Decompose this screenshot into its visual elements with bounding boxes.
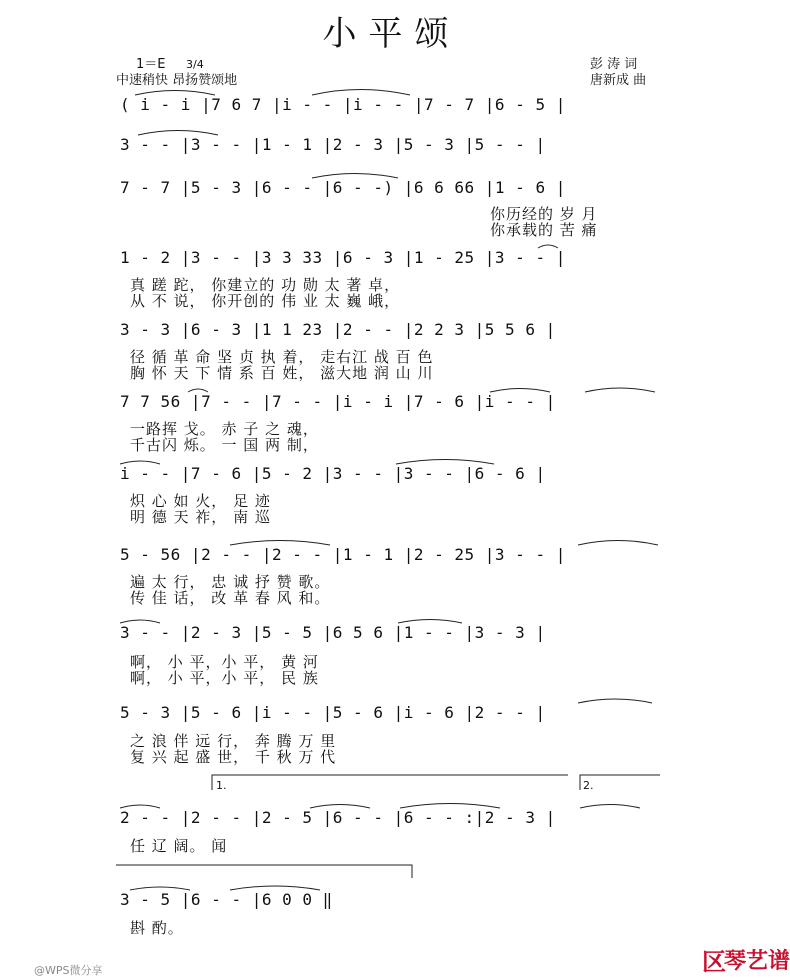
slur-row1-b [312, 90, 410, 96]
notation-row-5: 3 - 3 |6 - 3 |1 1 23 |2 - - |2 2 3 |5 5 6 | [120, 320, 556, 339]
notation-row-7: i - - |7 - 6 |5 - 2 |3 - - |3 - - |6 - 6 | [120, 464, 546, 483]
notation-row-12: 3 - 5 |6 - - |6 0 0 ‖ [120, 890, 333, 909]
lyric-line-3b: 你承载的 苦 痛 [490, 221, 598, 239]
first-ending-label: 1. [216, 779, 227, 792]
lyric-line-12a: 斟 酌。 [130, 919, 184, 937]
slur-row2-a [138, 131, 218, 136]
page-title: 小平颂 [322, 14, 461, 54]
coda-bracket [116, 865, 412, 878]
slur-row7-b [396, 460, 494, 465]
logo-icon: 区 [702, 948, 726, 976]
lyric-line-5a: 径 循 革 命 坚 贞 执 着， 走右江 战 百 色 [130, 348, 434, 366]
notation-row-10: 5 - 3 |5 - 6 |i - - |5 - 6 |i - 6 |2 - - | [120, 703, 546, 722]
lyric-line-3a: 你历经的 岁 月 [490, 205, 598, 223]
lyric-line-9b: 啊， 小 平，小 平， 民 族 [130, 669, 319, 687]
lyric-line-9a: 啊， 小 平，小 平， 黄 河 [130, 653, 319, 671]
lyric-line-10b: 复 兴 起 盛 世， 千 秋 万 代 [130, 748, 337, 766]
slur-row10-a [578, 699, 652, 703]
lyric-line-8a: 遍 太 行， 忠 诚 抒 赞 歌。 [130, 573, 331, 591]
key-signature: 1＝E [136, 57, 166, 72]
lyric-line-8b: 传 佳 话， 改 革 春 风 和。 [130, 589, 331, 607]
lyric-line-6a: 一路挥 戈。 赤 子 之 魂， [130, 420, 319, 438]
watermark-text: @WPS微分享 [34, 964, 103, 977]
slur-row11-a [120, 805, 160, 808]
notation-row-1: ( i - i |7 6 7 |i - - |i - - |7 - 7 |6 - 5 | [120, 95, 566, 114]
slur-row12-b [230, 886, 320, 890]
second-ending-bracket [580, 775, 660, 790]
slur-row12-a [130, 887, 190, 890]
lyric-line-7a: 炽 心 如 火， 足 迹 [130, 492, 271, 510]
notation-row-2: 3 - - |3 - - |1 - 1 |2 - 3 |5 - 3 |5 - - | [120, 135, 546, 154]
site-logo-text: 琴艺谱 [724, 949, 790, 974]
notation-row-6: 7 7 56 |7 - - |7 - - |i - i |7 - 6 |i - - | [120, 392, 556, 411]
first-ending-bracket [212, 775, 568, 790]
notation-row-11: 2 - - |2 - - |2 - 5 |6 - - |6 - - :|2 - 3 | [120, 808, 556, 827]
slur-row4-a [538, 245, 558, 248]
slur-row6-b [490, 389, 550, 393]
slur-row11-c [400, 804, 500, 809]
slur-row7-a [120, 461, 160, 464]
ending-brackets [116, 775, 660, 878]
lyric-line-7b: 明 德 天 祚， 南 巡 [130, 508, 271, 526]
notation-row-4: 1 - 2 |3 - - |3 3 33 |6 - 3 |1 - 25 |3 - - | [120, 248, 566, 267]
slur-row8-a [230, 541, 330, 546]
slur-row6-a [188, 389, 208, 392]
slur-row11-d [580, 805, 640, 809]
time-signature: 3/4 [186, 58, 204, 71]
lyric-line-4a: 真 蹉 跎， 你建立的 功 勋 太 著 卓， [130, 276, 401, 294]
lyric-line-6b: 千古闪 烁。 一 国 两 制， [130, 436, 319, 454]
slur-row9-a [120, 620, 160, 623]
notation-row-9: 3 - - |2 - 3 |5 - 5 |6 5 6 |1 - - |3 - 3 | [120, 623, 546, 642]
lyricist-credit: 彭 涛 词 [590, 57, 638, 72]
lyric-line-11a: 任 辽 阔。 闻 [130, 837, 228, 855]
notation-row-8: 5 - 56 |2 - - |2 - - |1 - 1 |2 - 25 |3 - - | [120, 545, 566, 564]
slur-row6-c [585, 388, 655, 392]
lyric-line-5b: 胸 怀 天 下 情 系 百 姓， 滋大地 润 山 川 [130, 364, 434, 382]
notation-row-3: 7 - 7 |5 - 3 |6 - - |6 - -) |6 6 66 |1 - 6 | [120, 178, 566, 197]
slur-row1-a [135, 91, 215, 96]
lyric-line-4b: 从 不 说， 你开创的 伟 业 太 巍 峨， [130, 292, 401, 310]
slur-row11-b [310, 805, 370, 809]
lyric-line-10a: 之 浪 伴 远 行， 奔 腾 万 里 [130, 732, 337, 750]
composer-credit: 唐新成 曲 [590, 73, 647, 88]
tempo-marking: 中速稍快 昂扬赞颂地 [116, 73, 238, 88]
second-ending-label: 2. [583, 779, 594, 792]
slur-row3-a [312, 174, 398, 179]
slur-row9-b [398, 620, 462, 624]
slur-row8-b [578, 541, 658, 546]
